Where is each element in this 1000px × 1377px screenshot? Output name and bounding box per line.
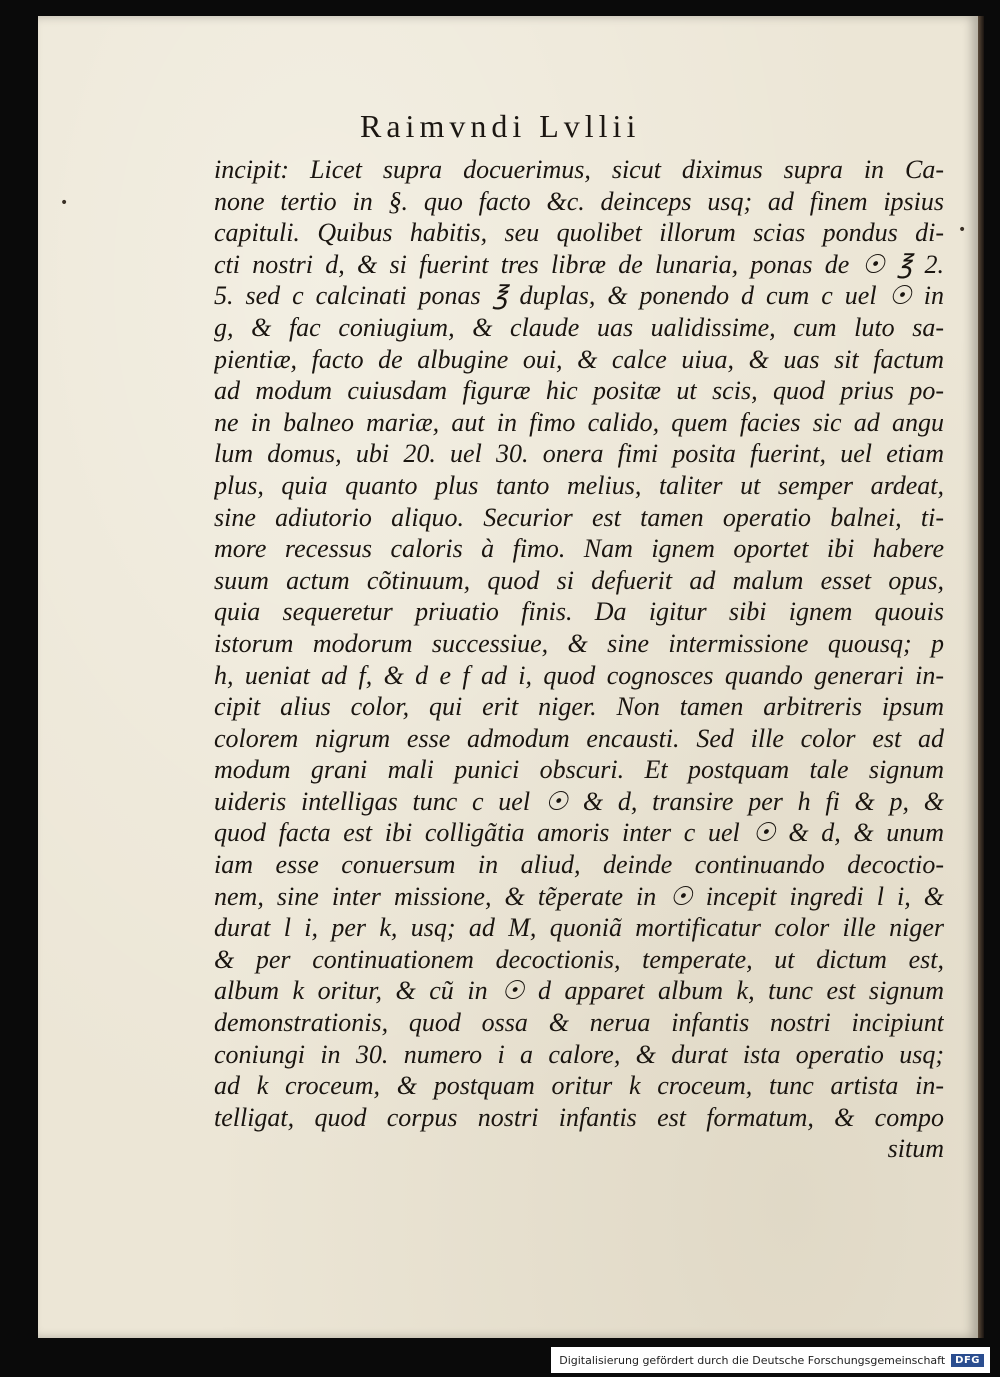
dfg-logo-icon: DFG bbox=[951, 1354, 984, 1367]
text-line: capituli. Quibus habitis, seu quolibet illorum scias pondus di- bbox=[214, 218, 944, 248]
text-line: g, & fac coniugium, & claude uas ualidissime, cum luto sa- bbox=[214, 312, 944, 342]
text-line: pientiæ, facto de albugine oui, & calce uiua, & uas sit factum bbox=[214, 344, 944, 374]
running-head: Raimvndi Lvllii bbox=[360, 108, 641, 144]
margin-mark-right: • bbox=[958, 222, 967, 238]
text-line: none tertio in §. quo facto &c. deinceps usq; ad finem ipsius bbox=[214, 186, 944, 216]
text-line: quia sequeretur priuatio finis. Da igitur sibi ignem quouis bbox=[214, 597, 944, 627]
text-line: sine adiutorio aliquo. Securior est tamen operatio balnei, ti- bbox=[214, 502, 944, 532]
text-line: iam esse conuersum in aliud, deinde continuando decoctio- bbox=[214, 850, 944, 880]
text-line: suum actum cõtinuum, quod si defuerit ad malum esset opus, bbox=[214, 565, 944, 595]
text-line: & per continuationem decoctionis, temperate, ut dictum est, bbox=[214, 944, 944, 974]
text-line: durat l i, per k, usq; ad M, quoniã mortificatur color ille niger bbox=[214, 913, 944, 943]
text-line: h, ueniat ad f, & d e f ad i, quod cognosces quando generari in- bbox=[214, 660, 944, 690]
text-line: cipit alius color, qui erit niger. Non tamen arbitreris ipsum bbox=[214, 692, 944, 722]
text-line: quod facta est ibi colligãtia amoris inter c uel ☉ & d, & unum bbox=[214, 818, 944, 848]
text-line: coniungi in 30. numero i a calore, & durat ista operatio usq; bbox=[214, 1039, 944, 1069]
text-line: ad modum cuiusdam figuræ hic positæ ut scis, quod prius po- bbox=[214, 376, 944, 406]
text-line: lum domus, ubi 20. uel 30. onera fimi posita fuerint, uel etiam bbox=[214, 439, 944, 469]
text-line: colorem nigrum esse admodum encausti. Sed ille color est ad bbox=[214, 723, 944, 753]
text-line: cti nostri d, & si fuerint tres libræ de lunaria, ponas de ☉ ℥ 2. bbox=[214, 249, 944, 279]
text-line: 5. sed c calcinati ponas ℥ duplas, & ponendo d cum c uel ☉ in bbox=[214, 281, 944, 311]
footer-bar bbox=[551, 1347, 990, 1373]
text-line: demonstrationis, quod ossa & nerua infantis nostri incipiunt bbox=[214, 1008, 944, 1038]
text-line: uideris intelligas tunc c uel ☉ & d, transire per h fi & p, & bbox=[214, 786, 944, 816]
text-line: more recessus caloris à fimo. Nam ignem oportet ibi habere bbox=[214, 534, 944, 564]
text-line: nem, sine inter missione, & tẽperate in ☉ incepit ingredi l i, & bbox=[214, 881, 944, 911]
text-line: istorum modorum successiue, & sine intermissione quousq; p bbox=[214, 628, 944, 658]
text-line: incipit: Licet supra docuerimus, sicut diximus supra in Ca- bbox=[214, 155, 944, 184]
text-line: plus, quia quanto plus tanto melius, taliter ut semper ardeat, bbox=[214, 470, 944, 500]
footer-credit: Digitalisierung gefördert durch die Deutsche Forschungsgemeinschaft bbox=[559, 1353, 946, 1367]
margin-mark-left: • bbox=[60, 195, 69, 211]
page-edge bbox=[978, 16, 984, 1338]
catchword: situm bbox=[887, 1134, 944, 1164]
text-line: album k oritur, & cũ in ☉ d apparet album k, tunc est signum bbox=[214, 976, 944, 1006]
text-line: ne in balneo mariæ, aut in fimo calido, quem facies sic ad angu bbox=[214, 407, 944, 437]
text-line: telligat, quod corpus nostri infantis est formatum, & compo bbox=[214, 1102, 944, 1132]
text-line: ad k croceum, & postquam oritur k croceum, tunc artista in- bbox=[214, 1071, 944, 1101]
body-text bbox=[214, 154, 944, 1165]
text-line: modum grani mali punici obscuri. Et postquam tale signum bbox=[214, 755, 944, 785]
